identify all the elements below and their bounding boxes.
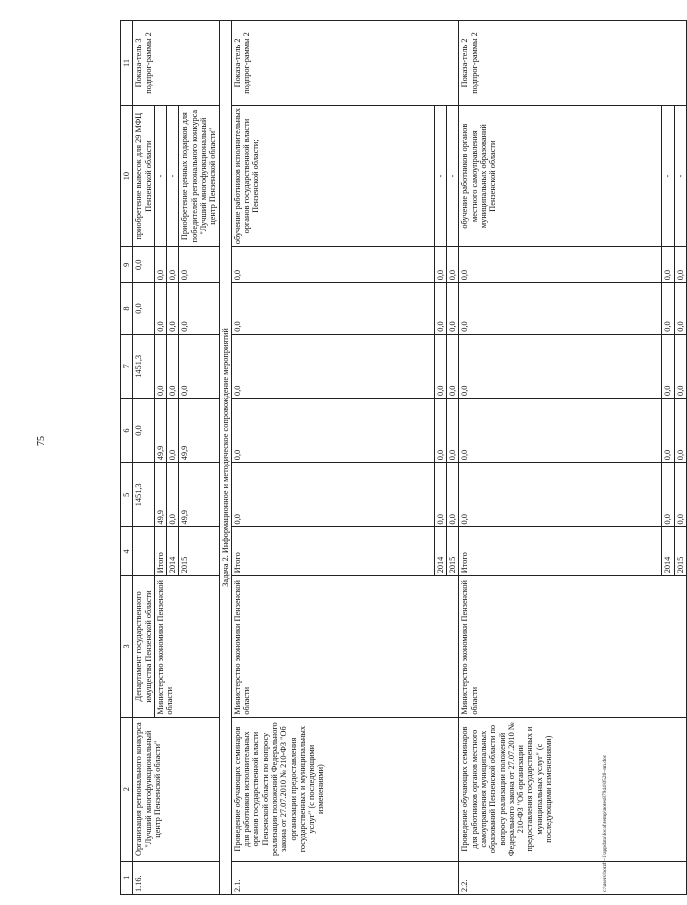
indicator-cell: Показа-тель 2 подпрог-раммы 2 (459, 21, 687, 106)
value-cell: 0,0 (434, 398, 446, 462)
value-cell: 49,9 (179, 398, 219, 462)
value-cell: 0,0 (434, 334, 446, 398)
page-number: 75 (36, 436, 47, 446)
value-cell: 0,0 (674, 283, 686, 334)
row-number: 1.16. (133, 861, 219, 894)
row-number: 2.2. (459, 861, 687, 894)
col-header: 11 (121, 21, 133, 106)
section-row (219, 21, 231, 895)
value-cell: 0,0 (133, 283, 155, 334)
year-cell: 2014 (662, 527, 674, 576)
value-cell: 0,0 (179, 283, 219, 334)
header-row (121, 21, 133, 895)
year-cell: 2014 (167, 527, 179, 576)
value-cell: 1451,3 (133, 463, 155, 527)
executor: Департамент государственного имущества Пензенской области (133, 576, 155, 717)
col-header: 9 (121, 247, 133, 283)
value-cell: 0,0 (434, 283, 446, 334)
value-cell: 0,0 (434, 247, 446, 283)
value-cell: 0,0 (231, 334, 434, 398)
value-cell: 0,0 (459, 283, 662, 334)
result-cell: - (662, 105, 674, 246)
col-header: 5 (121, 463, 133, 527)
year-cell: Итого (231, 527, 434, 576)
value-cell: 0,0 (447, 283, 459, 334)
value-cell: 1451,3 (133, 334, 155, 398)
value-cell: 0,0 (231, 398, 434, 462)
value-cell: 0,0 (662, 463, 674, 527)
col-header: 10 (121, 105, 133, 246)
value-cell: 0,0 (167, 283, 179, 334)
value-cell: 0,0 (154, 283, 166, 334)
indicator-cell: Показа-тель 2 подпрог-раммы 2 (231, 21, 459, 106)
value-cell: 0,0 (662, 398, 674, 462)
value-cell: 0,0 (674, 398, 686, 462)
result-cell: - (447, 105, 459, 246)
value-cell: 0,0 (133, 247, 155, 283)
measure-name: Проведение обучающих семинаров для работников исполнительных органов государственной власти Пензенской области по вопросу реализации положений Федерального закона от 27.07.2010 № 210-ФЗ "Об организации предоставления государственных и муниципальных услуг" (с последующими изменениями) (231, 717, 459, 861)
col-header: 4 (121, 527, 133, 576)
value-cell: 0,0 (231, 283, 434, 334)
col-header: 6 (121, 398, 133, 462)
value-cell: 0,0 (434, 463, 446, 527)
measure-name: Проведение обучающих семинаров для работников органов местного самоуправления муниципальных образований Пензенской области по вопросу реализации положений Федерального закона от 27.07.2010 № 210-ФЗ "Об организации предоставления государственных и муниципальных услуг" (с последующими изменениями) (459, 717, 687, 861)
value-cell: 0,0 (447, 398, 459, 462)
executor: Министерство экономики Пензенской области (459, 576, 687, 717)
value-cell: 0,0 (447, 334, 459, 398)
col-header: 2 (121, 717, 133, 861)
value-cell: 0,0 (459, 247, 662, 283)
value-cell: 0,0 (459, 463, 662, 527)
value-cell: 0,0 (167, 334, 179, 398)
value-cell: 0,0 (154, 247, 166, 283)
table-row (459, 21, 662, 895)
value-cell: 0,0 (154, 334, 166, 398)
value-cell: 49,9 (154, 463, 166, 527)
result-cell: Приобретение ценных подарков для победителей регионального конкурса "Лучший многофункциональный центр Пензенской области" (179, 105, 219, 246)
value-cell: 0,0 (459, 398, 662, 462)
value-cell: 0,0 (179, 247, 219, 283)
year-cell: 2015 (674, 527, 686, 576)
value-cell: 0,0 (662, 283, 674, 334)
value-cell: 49,9 (179, 463, 219, 527)
value-cell: 0,0 (662, 334, 674, 398)
result-cell: обучение работников исполнительных органов государственной власти Пензенской области; (231, 105, 434, 246)
value-cell: 0,0 (231, 463, 434, 527)
year-cell: Итого (459, 527, 662, 576)
result-cell: приобретение вывесок для 29 МФЦ Пензенской области (133, 105, 155, 246)
col-header: 8 (121, 283, 133, 334)
indicator-cell: Показа-тель 3 подпрог-раммы 2 (133, 21, 219, 106)
executor: Министерство экономики Пензенской области (154, 576, 219, 717)
value-cell: 0,0 (447, 247, 459, 283)
table-row (231, 21, 434, 895)
executor: Министерство экономики Пензенской области (231, 576, 459, 717)
result-cell: - (167, 105, 179, 246)
value-cell: 0,0 (167, 463, 179, 527)
value-cell: 0,0 (231, 247, 434, 283)
result-cell: - (674, 105, 686, 246)
year-cell: 2015 (179, 527, 219, 576)
value-cell: 0,0 (674, 334, 686, 398)
value-cell: 0,0 (459, 334, 662, 398)
year-cell (133, 527, 155, 576)
value-cell: 49,9 (154, 398, 166, 462)
value-cell: 0,0 (674, 247, 686, 283)
file-path-footer: c:\users\borzh~1\appdata\local\temp\notes87944\0520~nn.doc (602, 754, 608, 892)
year-cell: Итого (154, 527, 166, 576)
col-header: 3 (121, 576, 133, 717)
year-cell: 2015 (447, 527, 459, 576)
col-header: 7 (121, 334, 133, 398)
value-cell: 0,0 (167, 247, 179, 283)
result-cell: обучение работников органов местного самоуправления муниципальных образований Пензенской области (459, 105, 662, 246)
value-cell: 0,0 (133, 398, 155, 462)
col-header: 1 (121, 861, 133, 894)
value-cell: 0,0 (674, 463, 686, 527)
year-cell: 2014 (434, 527, 446, 576)
result-cell: - (434, 105, 446, 246)
section-title: Задача 2. Информационное и методическое сопровождение мероприятий (219, 21, 231, 895)
value-cell: 0,0 (447, 463, 459, 527)
value-cell: 0,0 (179, 334, 219, 398)
value-cell: 0,0 (662, 247, 674, 283)
row-number: 2.1. (231, 861, 459, 894)
value-cell: 0,0 (167, 398, 179, 462)
result-cell: - (154, 105, 166, 246)
table-row (133, 21, 155, 895)
measure-name: Организация регионального конкурса "Лучший многофункциональный центр Пензенской области" (133, 717, 219, 861)
